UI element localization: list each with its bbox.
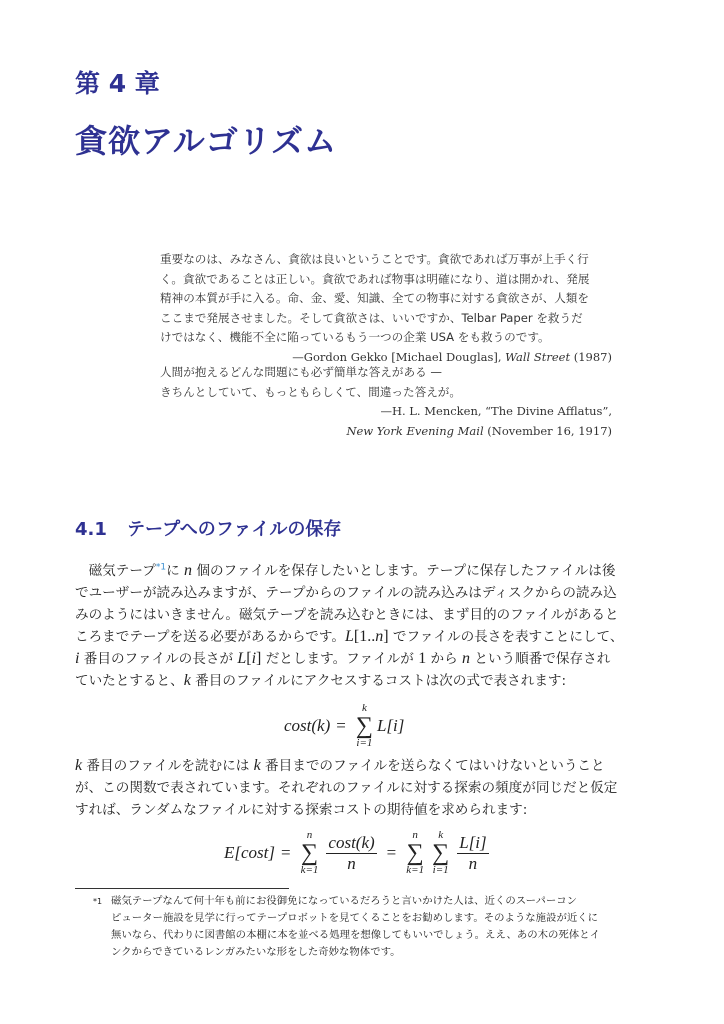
footnote-line: ピューター施設を見学に行ってテープロボットを見てくることをお勧めします。そのような施設が近くに <box>111 912 599 924</box>
paragraph-line <box>75 604 619 626</box>
paragraph-line <box>75 582 615 604</box>
fraction <box>326 833 376 873</box>
epigraph-line: ここまで発展させました。そして貪欲さは、いいですか、Telbar Paper を救うだ <box>160 310 583 325</box>
section-title: テープへのファイルの保存 <box>127 519 342 540</box>
math-run: L <box>344 628 354 645</box>
attribution-author: —Gordon Gekko [Michael Douglas], <box>292 349 506 364</box>
math-run: i <box>251 650 257 667</box>
paragraph-line <box>75 626 624 648</box>
sum-lower: k=1 <box>300 864 319 876</box>
fraction <box>457 833 488 873</box>
summation <box>432 830 449 876</box>
attribution-year: (1987) <box>570 349 612 364</box>
text-run: 番目のファイルの長さが <box>79 651 238 667</box>
paragraph-line <box>75 560 615 582</box>
numerator: L[i] <box>459 832 487 852</box>
math-run: i <box>75 650 80 667</box>
text-run: という順番で保存され <box>470 651 611 667</box>
footnote-line: 磁気テープなんて何十年も前にお役御免になっているだろうと言いかけた人は、近くのスーパーコン <box>111 895 578 907</box>
math-run: k <box>75 757 83 774</box>
math-run: n <box>375 628 384 645</box>
epigraph-line: 精神の本質が手に入る。命、金、愛、知識、全ての物事に対する貪欲さが、人類を <box>160 291 589 305</box>
denominator: n <box>468 853 478 873</box>
paragraph-line <box>75 670 615 692</box>
footnote-line: ンクからできているレンガみたいな形をした奇妙な物体です。 <box>111 946 401 958</box>
chapter-label: 第 4 章 <box>75 69 160 98</box>
paragraph-line <box>75 648 615 670</box>
attribution-work: New York Evening Mail <box>346 423 484 438</box>
math-run: n <box>184 562 193 579</box>
eq-equals: = <box>386 842 397 862</box>
epigraph-gekko <box>160 250 612 367</box>
section-heading <box>75 515 341 541</box>
epigraph-attribution-line1: —H. L. Mencken, “The Divine Afflatus”, <box>380 404 612 418</box>
paragraph-line <box>75 755 615 777</box>
epigraph-line: けではなく、機能不全に陥っているもう一つの企業 USA をも救うのです。 <box>160 330 550 344</box>
text-run: 番目までのファイルを送らなくてはいけないということ <box>260 758 605 774</box>
summation <box>356 703 373 749</box>
epigraph-attribution-line2 <box>160 422 612 442</box>
numerator: cost(k) <box>328 832 375 852</box>
text-run: 番目のファイルを読むには <box>82 758 254 774</box>
text-run: が、この関数で表されています。それぞれのファイルに対する探索の頻度が同じだと仮定 <box>75 780 618 796</box>
sum-upper: k <box>361 702 367 714</box>
sum-lower: k=1 <box>406 864 425 876</box>
text-run: ていたとすると、 <box>75 673 184 689</box>
section-number: 4.1 <box>75 519 107 540</box>
eq-term: L[i] <box>376 715 405 735</box>
paragraph-1 <box>75 560 624 692</box>
math-run: ] <box>256 650 262 667</box>
eq-equals: = <box>281 842 291 862</box>
text-run: ころまでテープを送る必要があるからです。 <box>75 629 345 645</box>
math-run: 1 <box>418 650 427 667</box>
sum-upper: k <box>438 829 444 841</box>
paragraph-line <box>75 777 618 799</box>
footnote-line: 無いなら、代わりに図書館の本棚に本を並べる処理を想像してもいいでしょう。ええ、あの木の死体とイ <box>111 929 600 941</box>
eq-lhs: cost(k) <box>284 715 331 735</box>
denominator: n <box>347 853 356 873</box>
chapter-title: 貪欲アルゴリズム <box>75 122 338 160</box>
sum-upper: n <box>306 829 313 841</box>
math-run: ] <box>383 628 389 645</box>
footnote-mark: *1 <box>93 897 103 906</box>
paragraph-line <box>75 799 615 821</box>
sum-lower: i=1 <box>432 864 449 876</box>
math-run: [1.. <box>353 628 376 645</box>
text-run: でユーザーが読み込みますが、テープからのファイルの読み込みはディスクからの読み込 <box>75 585 617 601</box>
attribution-date: (November 16, 1917) <box>483 423 612 438</box>
eq-equals: = <box>336 715 346 735</box>
sigma-icon: ∑ <box>300 840 319 866</box>
text-run: みのようにはいきません。磁気テープを読み込むときには、まず目的のファイルがあると <box>75 607 619 623</box>
math-run: L <box>237 650 247 667</box>
attribution-work: Wall Street <box>505 349 571 364</box>
sigma-icon: ∑ <box>406 840 424 866</box>
equation-cost <box>284 703 404 749</box>
summation <box>406 830 424 876</box>
eq-lhs: E[cost] <box>224 842 275 862</box>
summation <box>301 830 319 876</box>
sum-lower: i=1 <box>356 737 373 749</box>
epigraph-line: 人間が抱えるどんな問題にも必ず簡単な答えがある — <box>160 365 442 379</box>
sigma-icon: ∑ <box>432 840 450 866</box>
epigraph-line: く。貪欲であることは正しい。貪欲であれば物事は明確になり、道は開かれ、発展 <box>160 271 590 286</box>
footnote-rule <box>75 888 289 889</box>
math-run: k <box>183 672 191 689</box>
footnote <box>93 893 613 961</box>
sigma-icon: ∑ <box>355 713 373 739</box>
text-run: だとします。ファイルが <box>261 651 419 667</box>
math-run: [ <box>246 650 252 667</box>
epigraph-line: 重要なのは、みなさん、貪欲は良いということです。貪欲であれば万事が上手く行 <box>160 252 589 266</box>
math-run: k <box>253 757 261 774</box>
math-run: n <box>462 650 471 667</box>
paragraph-2 <box>75 755 618 821</box>
text-run: 個のファイルを保存したいとします。テープに保存したファイルは後 <box>192 563 616 579</box>
equation-expected-cost <box>224 830 493 876</box>
epigraph-mencken <box>160 363 612 441</box>
text-run: に <box>166 563 185 579</box>
sum-upper: n <box>412 829 418 841</box>
text-run: から <box>426 651 463 667</box>
text-run: 磁気テープ <box>75 563 156 579</box>
epigraph-line: きちんとしていて、もっともらしくて、間違った答えが。 <box>160 384 461 399</box>
text-run: すれば、ランダムなファイルに対する探索コストの期待値を求められます: <box>75 802 528 818</box>
footnote-ref[interactable]: *1 <box>155 562 167 573</box>
text-run: でファイルの長さを表すことにして、 <box>388 629 624 645</box>
text-run: 番目のファイルにアクセスするコストは次の式で表されます: <box>190 673 567 689</box>
